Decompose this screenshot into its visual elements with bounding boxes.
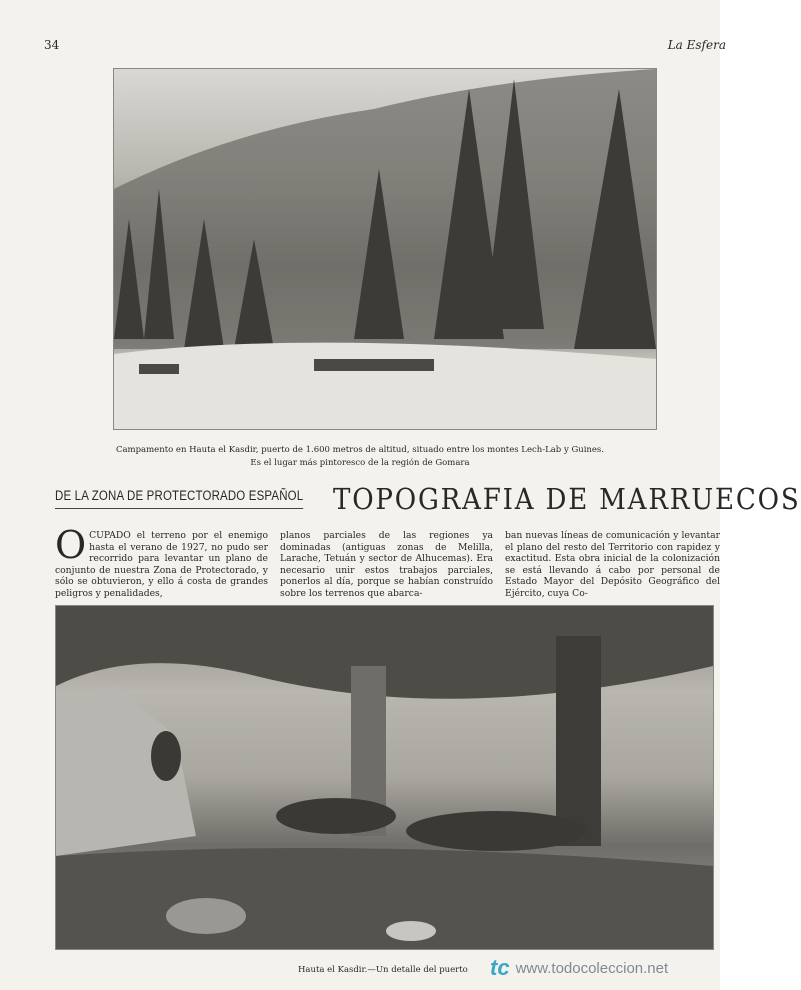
drop-cap: O [55,523,87,567]
article-subheading: DE LA ZONA DE PROTECTORADO ESPAÑOL [55,488,303,509]
caption-line: Campamento en Hauta el Kasdir, puerto de 1.600 metros de altitud, situado entre los montes Lech-Lab y Guines. [115,445,604,455]
watermark-logo-icon: tc [490,955,510,980]
camp-photo [113,68,657,430]
page-number: 34 [44,38,60,52]
article-column-2: planos parciales de las regiones ya dominadas (antiguas zonas de Melilla, Larache, Tetuán y sector de Alhucemas). Era necesario unir estos trabajos parciales, ponerlos al día, porque se habían construído sobre los terrenos que abarca- [280,530,493,599]
photo2-caption: Hauta el Kasdir.—Un detalle del puerto [298,965,468,975]
caption-line: Es el lugar más pintoresco de la región de Gomara [250,458,470,468]
magazine-name: La Esfera [667,38,726,52]
article-column-3: ban nuevas líneas de comunicación y levantar el plano del resto del Territorio con rapidez y exactitud. Esta obra inicial de la colonización se está llevando á cabo por personal de Estado Mayor del Depósito Geográfico del Ejército, cuya Co- [505,530,720,599]
pass-detail-photo [55,605,714,950]
photo1-caption [0,444,720,470]
article-title: TOPOGRAFIA DE MARRUECOS [333,482,801,516]
article-column-1 [55,523,268,600]
watermark [490,955,668,981]
column-text: CUPADO el terreno por el enemigo hasta el verano de 1927, no pudo ser recorrido para levantar un plano de conjunto de nuestra Zona de Protectorado, y sólo se obtuvieron, y ello á costa de grandes peligros y penalidades, [55,530,268,599]
watermark-text: www.todocoleccion.net [515,959,669,977]
